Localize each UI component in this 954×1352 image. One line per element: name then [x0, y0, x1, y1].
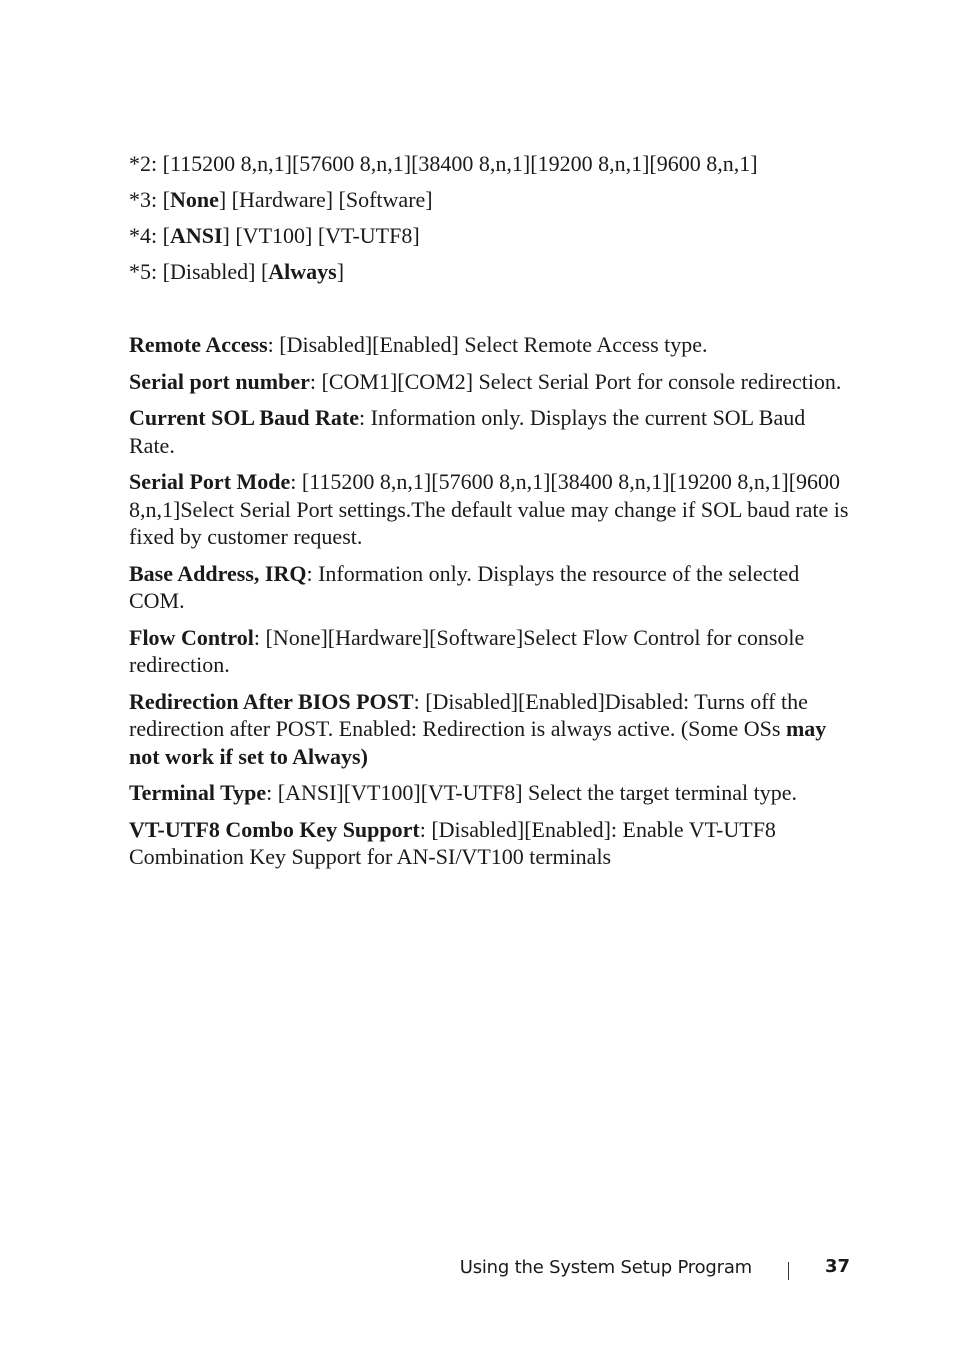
item-term: Serial Port Mode [129, 469, 291, 494]
note-3 [129, 186, 854, 214]
item-text: : [Disabled][Enabled] Select Remote Access type. [267, 332, 708, 357]
note-4 [129, 222, 854, 250]
item-term: Remote Access [129, 332, 268, 357]
note-text: ] [336, 259, 345, 284]
item-text: : [Disabled][Enabled]: Enable VT-UTF8 Combination Key Support for AN-SI/VT100 terminals [129, 816, 776, 869]
page-content [129, 150, 854, 880]
item-text: : [COM1][COM2] Select Serial Port for console redirection. [309, 368, 842, 394]
note-text: *5: [Disabled] [ [129, 259, 269, 284]
item-redirection-after-bios-post [129, 688, 854, 771]
item-term: Flow Control [129, 624, 254, 650]
note-text: *2: [115200 8,n,1][57600 8,n,1][38400 8,n,1][19200 8,n,1][9600 8,n,1] [129, 151, 758, 176]
item-remote-access [129, 331, 854, 359]
item-text: : [115200 8,n,1][57600 8,n,1][38400 8,n,1][19200 8,n,1][9600 8,n,1]Select Serial Port settings.The default value may change if SOL baud rate is fixed by customer request. [129, 469, 849, 549]
item-text: : [None][Hardware][Software]Select Flow Control for console redirection. [129, 624, 805, 677]
page-footer [0, 1254, 954, 1284]
note-2 [129, 150, 854, 178]
item-terminal-type [129, 779, 854, 807]
setting-descriptions [129, 331, 854, 871]
item-term: Current SOL Baud Rate [129, 405, 360, 430]
item-term: Terminal Type [129, 780, 267, 805]
item-term: Base Address, IRQ [129, 560, 307, 586]
note-text: ] [VT100] [VT-UTF8] [222, 223, 420, 248]
note-text: ] [Hardware] [Software] [218, 187, 433, 212]
item-serial-port-number [129, 368, 854, 396]
item-base-address-irq [129, 560, 854, 615]
page-number: 37 [824, 1256, 850, 1277]
note-text: *4: [ [129, 223, 170, 248]
note-text: *3: [ [129, 187, 170, 212]
footer-section-title: Using the System Setup Program [459, 1257, 752, 1278]
note-5 [129, 258, 854, 286]
note-default: Always [268, 259, 337, 284]
item-bold-tail: may not work if set to Always) [129, 716, 827, 769]
item-vt-utf8-combo-key-support [129, 816, 854, 871]
footer-separator [788, 1262, 789, 1280]
item-flow-control [129, 624, 854, 679]
item-term: VT-UTF8 Combo Key Support [129, 816, 420, 842]
option-notes [129, 150, 854, 286]
note-default: ANSI [169, 223, 223, 248]
item-serial-port-mode [129, 468, 854, 551]
item-term: Redirection After BIOS POST [129, 688, 414, 714]
item-text: : [ANSI][VT100][VT-UTF8] Select the target terminal type. [266, 780, 798, 805]
item-current-sol-baud-rate [129, 404, 854, 459]
item-term: Serial port number [129, 368, 310, 394]
item-text: : Information only. Displays the current SOL Baud Rate. [129, 405, 806, 458]
item-text: : Information only. Displays the resource of the selected COM. [129, 560, 800, 613]
item-text: : [Disabled][Enabled]Disabled: Turns off the redirection after POST. Enabled: Redirection is always active. (Some OSs [129, 688, 808, 741]
note-default: None [169, 187, 219, 212]
